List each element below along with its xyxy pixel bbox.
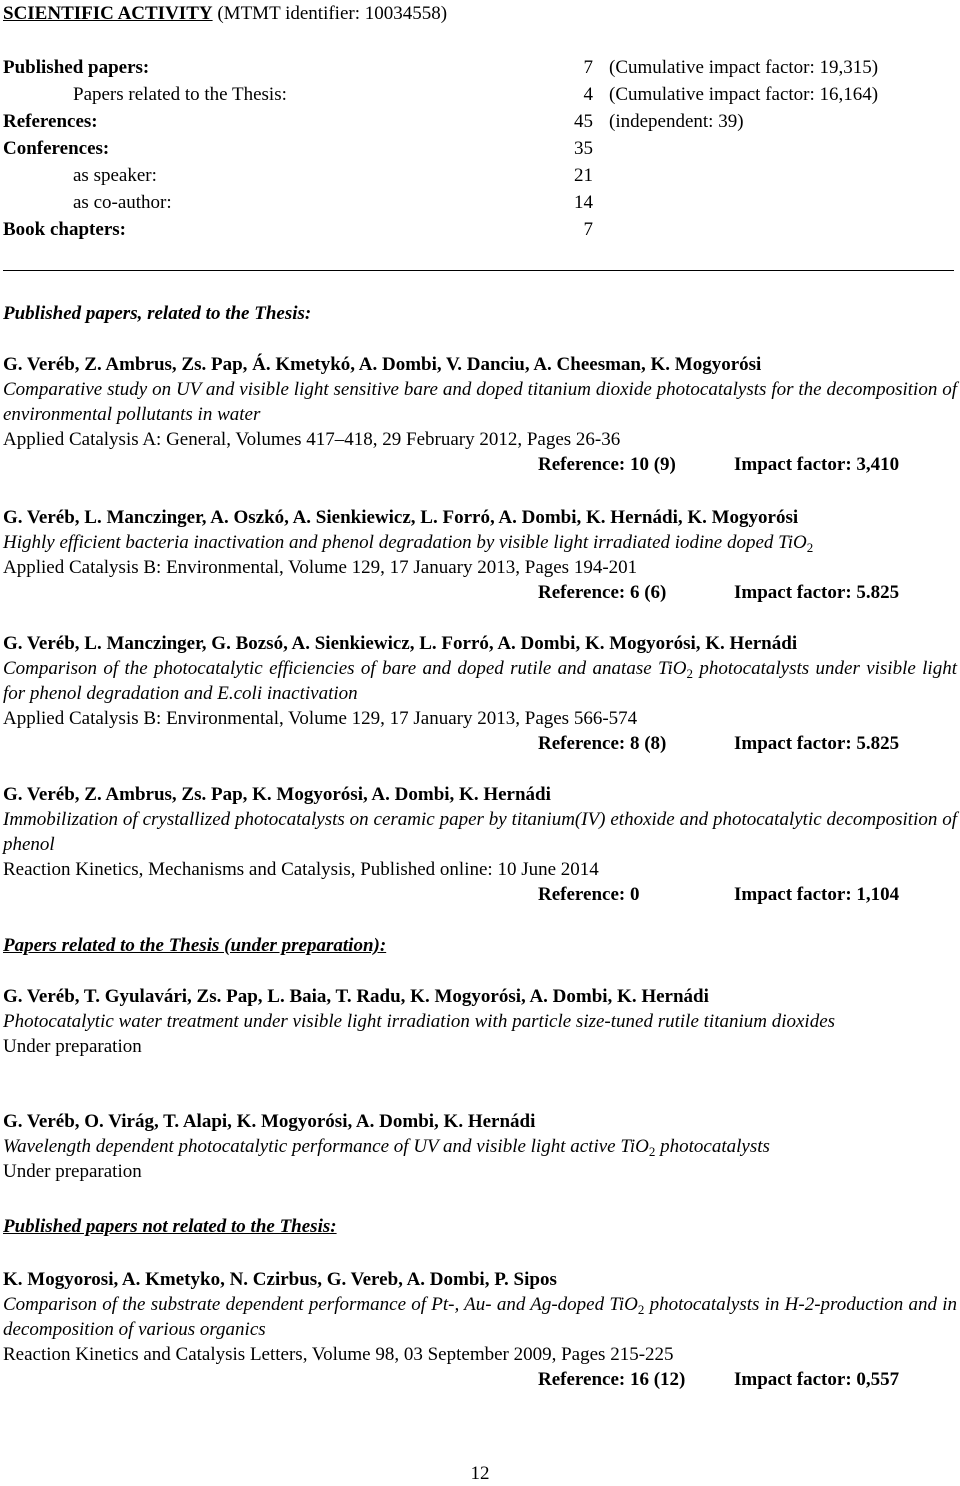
paper-status: Under preparation [3,1161,142,1182]
stat-value: 14 [574,192,593,213]
paper-impact-factor: Impact factor: 3,410 [734,454,900,475]
paper-impact-factor: Impact factor: 5.825 [734,582,900,603]
stat-label: as speaker: [73,165,157,186]
page-number: 12 [470,1463,490,1484]
paper-reference: Reference: 16 (12) [538,1369,686,1390]
paper-metrics [3,1367,957,1392]
paper-reference: Reference: 10 (9) [538,454,676,475]
stat-note: (independent: 39) [609,111,744,132]
section-heading-preparation: Papers related to the Thesis (under preparation): [3,935,387,956]
stat-value: 7 [583,219,593,240]
paper-title: Comparison of the photocatalytic efficiencies of bare and doped rutile and anatase TiO$_2$ photocatalysts under visible light for phenol degradation and E.coli inactivation [3,658,957,704]
paper-journal: Applied Catalysis B: Environmental, Volume 129, 17 January 2013, Pages 566-574 [3,708,638,729]
paper-entry [3,631,957,756]
paper-metrics [3,580,957,605]
stat-label: as co-author: [73,192,172,213]
paper-authors: G. Veréb, L. Manczinger, A. Oszkó, A. Sienkiewicz, L. Forró, A. Dombi, K. Hernádi, K. Mogyorósi [3,507,799,528]
paper-journal: Reaction Kinetics and Catalysis Letters, Volume 98, 03 September 2009, Pages 215-225 [3,1344,674,1365]
stat-value: 4 [583,84,593,105]
stat-label: Papers related to the Thesis: [73,84,287,105]
paper-entry [3,1267,957,1392]
paper-metrics [3,731,957,756]
paper-entry [3,505,957,605]
paper-authors: G. Veréb, Z. Ambrus, Zs. Pap, K. Mogyorósi, A. Dombi, K. Hernádi [3,784,551,805]
stat-note: (Cumulative impact factor: 19,315) [609,57,879,78]
paper-metrics [3,882,957,907]
paper-entry [3,1109,957,1184]
stat-value: 7 [583,57,593,78]
paper-impact-factor: Impact factor: 1,104 [734,884,900,905]
stat-note: (Cumulative impact factor: 16,164) [609,84,879,105]
stat-label: Book chapters: [3,219,126,240]
paper-title: Highly efficient bacteria inactivation and phenol degradation by visible light irradiated iodine doped TiO$_2$ [3,532,814,555]
stat-row-conferences [3,136,957,163]
paper-entry [3,984,957,1059]
stat-row-book-chapters [3,217,957,244]
paper-reference: Reference: 6 (6) [538,582,667,603]
paper-title: Comparison of the substrate dependent performance of Pt-, Au- and Ag-doped TiO$_2$ photocatalysts in H-2-production and in decomposition of various organics [3,1294,957,1340]
paper-authors: G. Veréb, Z. Ambrus, Zs. Pap, Á. Kmetykó, A. Dombi, V. Danciu, A. Cheesman, K. Mogyorósi [3,354,762,375]
paper-authors: G. Veréb, O. Virág, T. Alapi, K. Mogyorósi, A. Dombi, K. Hernádi [3,1111,536,1132]
stat-row-published [3,55,957,82]
stat-row-speaker [3,163,957,190]
paper-title: Immobilization of crystallized photocatalysts on ceramic paper by titanium(IV) ethoxide and photocatalytic decomposition of phenol [3,809,957,855]
paper-entry [3,352,957,477]
heading-identifier: (MTMT identifier: 10034558) [217,3,448,24]
paper-authors: G. Veréb, T. Gyulavári, Zs. Pap, L. Baia, T. Radu, K. Mogyorósi, A. Dombi, K. Hernádi [3,986,709,1007]
stat-row-references [3,109,957,136]
section-heading-not-related: Published papers not related to the Thesis: [3,1216,337,1237]
paper-metrics [3,452,957,477]
page-heading [3,1,447,26]
stat-value: 21 [574,165,593,186]
stat-row-thesis [3,82,957,109]
stat-label: Conferences: [3,138,110,159]
stat-label: Published papers: [3,57,150,78]
stat-value: 45 [574,111,593,132]
paper-status: Under preparation [3,1036,142,1057]
section-heading-related: Published papers, related to the Thesis: [3,303,312,324]
paper-title: Photocatalytic water treatment under visible light irradiation with particle size-tuned rutile titanium dioxides [3,1011,836,1032]
paper-impact-factor: Impact factor: 0,557 [734,1369,900,1390]
heading-title: SCIENTIFIC ACTIVITY [3,3,213,24]
paper-authors: G. Veréb, L. Manczinger, G. Bozsó, A. Sienkiewicz, L. Forró, A. Dombi, K. Mogyorósi, K. Hernádi [3,633,798,654]
paper-entry [3,782,957,907]
paper-authors: K. Mogyorosi, A. Kmetyko, N. Czirbus, G. Vereb, A. Dombi, P. Sipos [3,1269,557,1290]
paper-title: Comparative study on UV and visible light sensitive bare and doped titanium dioxide photocatalysts for the decomposition of environmental pollutants in water [3,379,957,425]
paper-journal: Applied Catalysis A: General, Volumes 417–418, 29 February 2012, Pages 26-36 [3,429,621,450]
stat-row-coauthor [3,190,957,217]
paper-title: Wavelength dependent photocatalytic performance of UV and visible light active TiO$_2$ photocatalysts [3,1136,770,1159]
section-divider [3,270,954,271]
activity-summary [3,55,957,244]
paper-reference: Reference: 8 (8) [538,733,667,754]
paper-impact-factor: Impact factor: 5.825 [734,733,900,754]
paper-journal: Applied Catalysis B: Environmental, Volume 129, 17 January 2013, Pages 194-201 [3,557,638,578]
stat-value: 35 [574,138,593,159]
paper-journal: Reaction Kinetics, Mechanisms and Catalysis, Published online: 10 June 2014 [3,859,599,880]
stat-label: References: [3,111,98,132]
paper-reference: Reference: 0 [538,884,640,905]
